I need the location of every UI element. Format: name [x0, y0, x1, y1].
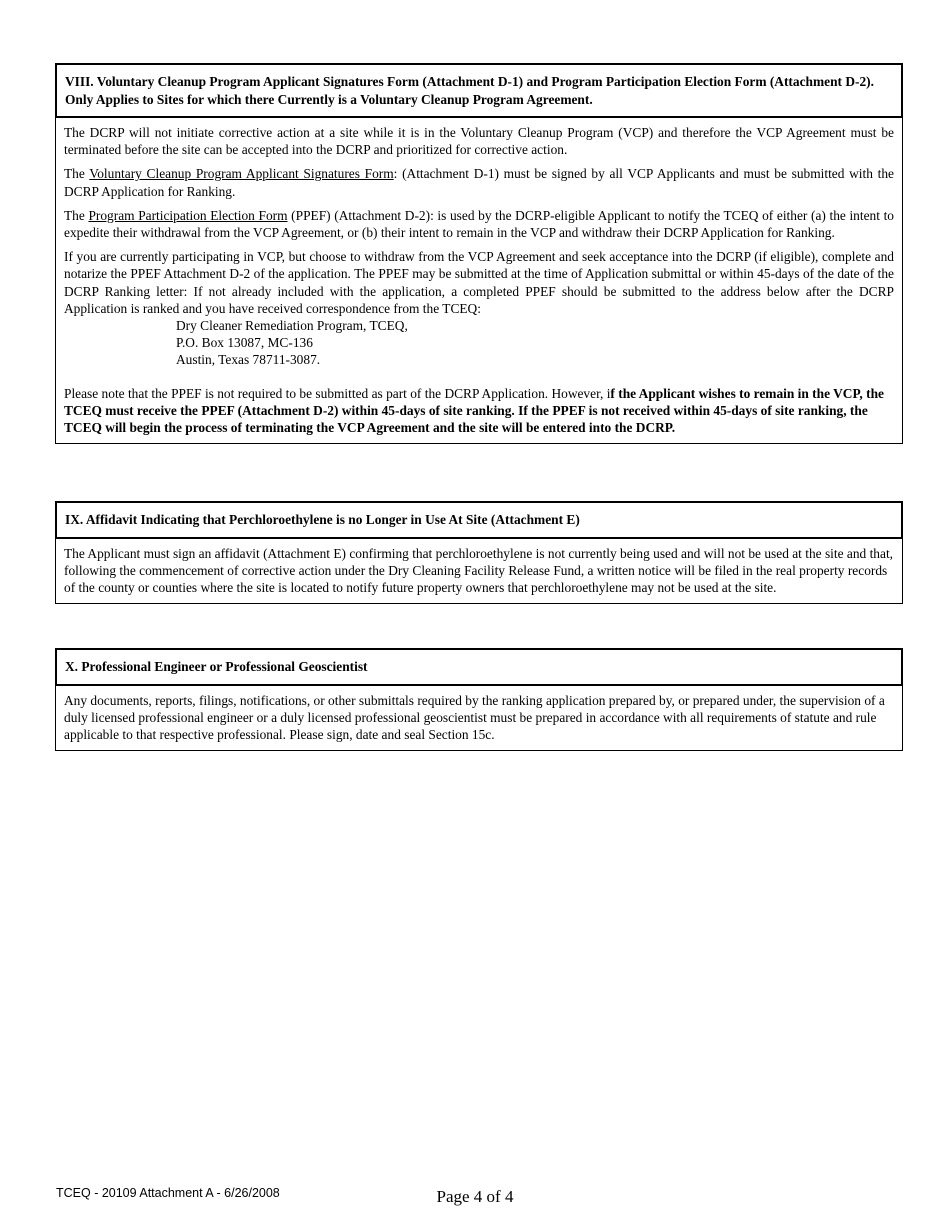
- vcp-signatures-form-title: Voluntary Cleanup Program Applicant Signatures Form: [89, 166, 394, 182]
- section-ix-body: [55, 539, 903, 605]
- ppef-deadline-notice: f the Applicant wishes to remain in the VCP, the TCEQ must receive the PPEF (Attachment D-2) within 45-days of site ranking. If the PPEF is not received within 45-days of site ranking, the TCEQ will begin the process of terminating the VCP Agreement and the site will be entered into the DCRP.: [64, 385, 884, 436]
- page-number: Page 4 of 4: [436, 1187, 514, 1206]
- address-line-3: Austin, Texas 78711-3087.: [176, 352, 321, 368]
- section-x: [55, 648, 903, 751]
- section-ix-paragraph-1: The Applicant must sign an affidavit (Attachment E) confirming that perchloroethylene is not currently being used and will not be used at the site and that, following the commencement of corrective action under the Dry Cleaning Facility Release Fund, a written notice will be filed in the real property records of the county or counties where the site is located to notify future property owners that perchloroethylene may not be used at the site.: [64, 545, 894, 595]
- section-viii-paragraph-2: The Voluntary Cleanup Program Applicant Signatures Form: (Attachment D-1) must be signed by all VCP Applicants and must be submitted with the DCRP Application for Ranking.: [64, 166, 894, 199]
- section-viii-body: [55, 118, 903, 444]
- section-viii-paragraph-5: Please note that the PPEF is not required to be submitted as part of the DCRP Application. However, if the Applicant wishes to remain in the VCP, the TCEQ must receive the PPEF (Attachment D-2) within 45-days of site ranking. If the PPEF is not received within 45-days of site ranking, the TCEQ will begin the process of terminating the VCP Agreement and the site will be entered into the DCRP.: [64, 385, 884, 436]
- section-ix: [55, 501, 903, 604]
- form-identifier: TCEQ - 20109 Attachment A - 6/26/2008: [56, 1186, 280, 1200]
- section-viii-paragraph-1: The DCRP will not initiate corrective action at a site while it is in the Voluntary Cleanup Program (VCP) and therefore the VCP Agreement must be terminated before the site can be accepted into the DCRP and prioritized for corrective action.: [64, 125, 894, 158]
- section-x-heading: X. Professional Engineer or Professional Geoscientist: [55, 648, 903, 686]
- section-viii-paragraph-3: The Program Participation Election Form (PPEF) (Attachment D-2): is used by the DCRP-eligible Applicant to notify the TCEQ of either (a) the intent to expedite their withdrawal from the VCP Agreement, or (b) their intent to remain in the VCP and withdraw their DCRP Application for Ranking.: [64, 207, 895, 241]
- section-viii-heading: VIII. Voluntary Cleanup Program Applicant Signatures Form (Attachment D-1) and Program Participation Election Form (Attachment D-2). Only Applies to Sites for which there Currently is a Voluntary Cleanup Program Agreement.: [55, 63, 903, 118]
- section-viii: [55, 63, 903, 444]
- address-line-2: P.O. Box 13087, MC-136: [176, 335, 313, 351]
- mailing-address: [176, 317, 894, 369]
- ppef-form-title: Program Participation Election Form: [88, 207, 288, 223]
- section-ix-heading: IX. Affidavit Indicating that Perchloroethylene is no Longer in Use At Site (Attachment E): [55, 501, 903, 539]
- section-x-body: [55, 686, 903, 752]
- section-x-paragraph-1: Any documents, reports, filings, notifications, or other submittals required by the ranking application prepared by, or prepared under, the supervision of a duly licensed professional engineer or a duly licensed professional geoscientist must be prepared in accordance with all requirements of statute and rule applicable to that respective professional. Please sign, date and seal Section 15c.: [64, 692, 885, 742]
- section-viii-paragraph-4: If you are currently participating in VCP, but choose to withdraw from the VCP Agreement and seek acceptance into the DCRP (if eligible), complete and notarize the PPEF Attachment D-2 of the application. The PPEF may be submitted at the time of Application submittal or within 45-days of the date of the DCRP Ranking letter: If not already included with the application, a completed PPEF should be submitted to the address below after the DCRP Application is ranked and you have received correspondence from the TCEQ:: [64, 249, 894, 316]
- address-line-1: Dry Cleaner Remediation Program, TCEQ,: [176, 318, 408, 334]
